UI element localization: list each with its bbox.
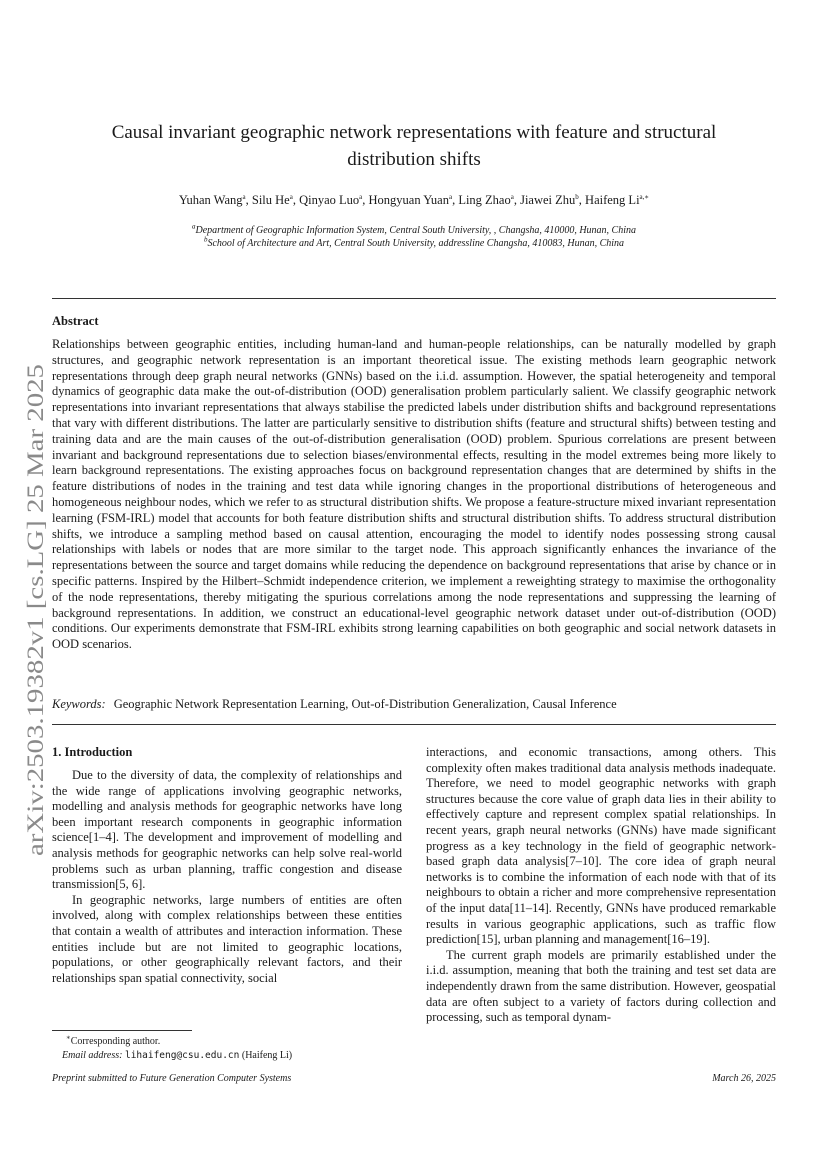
intro-paragraph-2-continued: interactions, and economic transactions, among others. This complexity often makes traditional data analysis methods inadequate. Therefore, we need to model geographic networks with graph structures because the core value of graph data lies in their ability to effectively capture and represent complex spatial relationships. In recent years, graph neural networks (GNNs) have made significant progress as a key technology in the field of geographic network-based graph data analysis[7–10]. The core idea of graph neural networks is to combine the information of each node with that of its neighbours to obtain a richer and more comprehensive representation of the input data[11–14]. Recently, GNNs have produced remarkable results in various geographic applications, such as traffic flow prediction[15], urban planning and management[16–19]. xyxy=(426,745,776,947)
keywords-line xyxy=(52,697,776,712)
author xyxy=(520,193,585,207)
affiliation-list xyxy=(60,224,768,250)
author-separator: , xyxy=(362,193,369,207)
author-separator: , xyxy=(245,193,252,207)
author-affiliation-mark: a xyxy=(359,192,363,201)
author-affiliation-mark: a xyxy=(242,192,246,201)
author-name: Haifeng Li xyxy=(585,193,640,207)
author-separator: , xyxy=(513,193,521,207)
author-name: Hongyuan Yuan xyxy=(368,193,449,207)
author xyxy=(252,193,299,207)
keywords-text: Geographic Network Representation Learning, Out-of-Distribution Generalization, Causal Inference xyxy=(113,697,617,711)
intro-paragraph-3: The current graph models are primarily established under the i.i.d. assumption, meaning that both the training and test set data are independently drawn from the same distribution. However, geospatial data are often subject to a variety of factors during collection and processing, such as temporal dynam- xyxy=(426,947,776,1025)
author-affiliation-mark: a xyxy=(448,192,453,201)
author-affiliation-mark: b xyxy=(575,192,579,201)
footer-date: March 26, 2025 xyxy=(712,1073,776,1084)
affiliation-text: Department of Geographic Information System, Central South University, , Changsha, 410000, Hunan, China xyxy=(195,225,637,236)
author-list xyxy=(60,193,768,208)
left-column xyxy=(52,768,402,986)
author-affiliation-mark: a xyxy=(510,192,514,201)
author-name: Ling Zhao xyxy=(458,193,511,207)
author xyxy=(369,193,459,207)
footnote-mark: ∗ xyxy=(66,1033,71,1042)
author-affiliation-mark: a,∗ xyxy=(639,192,650,201)
author xyxy=(299,193,368,207)
author xyxy=(179,193,252,207)
abstract-heading: Abstract xyxy=(52,314,99,328)
intro-paragraph-2: In geographic networks, large numbers of entities are often involved, along with complex relationships between these entities that contain a wealth of attributes and interaction information. These entities include but are not limited to geographic locations, populations, or other geographically relevant factors, and their relationships span spatial connectivity, social xyxy=(52,892,402,985)
paper-title xyxy=(60,119,768,173)
author-separator: , xyxy=(292,193,300,207)
keywords-label: Keywords: xyxy=(52,697,106,711)
footer-journal: Preprint submitted to Future Generation Computer Systems xyxy=(52,1073,292,1084)
abstract-body: Relationships between geographic entities, including human-land and human-people relationships, can be naturally modelled by graph structures, and geographic network representation is an important theoretical issue. The existing methods learn geographic network representations through deep graph neural networks (GNNs) based on the i.i.d. assumption. However, the spatial heterogeneity and temporal dynamics of geographic data make the out-of-distribution (OOD) generalisation problem particularly salient. We classify geographic network representations into invariant representations that always stabilise the predicted labels under distribution shifts and background representations that vary with different distributions. The latter are particularly sensitive to distribution shifts (feature and structural shifts) between testing and training data and are the main causes of the out-of-distribution generalisation (OOD) problem. Spurious correlations are present between invariant and background representations due to selection biases/environmental effects, resulting in the model extremes being more likely to learn background representations. The existing approaches focus on background representation changes that are determined by shifts in the feature distributions of nodes in the training and test data while ignoring changes in the proportional distributions of heterogeneous and homogeneous neighbour nodes, which we refer to as structural distribution shifts. We propose a feature-structure mixed invariant representation learning (FSM-IRL) model that accounts for both feature distribution shifts and structural distribution shifts. To address structural distribution shifts, we introduce a sampling method based on causal attention, encouraging the model to identify nodes possessing strong causal relationships with labels or nodes that are more similar to the target node. This approach significantly enhances the invariance of the representations between the source and target domains while reducing the dependence on background representations that arise by chance or in specific patterns. Inspired by the Hilbert–Schmidt independence criterion, we implement a reweighting strategy to maximise the orthogonality of the node representations, thereby mitigating the spurious correlations among the node representations and suppressing the learning of background representations. In addition, we construct an educational-level geographic network dataset under out-of-distribution (OOD) conditions. Our experiments demonstrate that FSM-IRL exhibits strong learning capabilities on both geographic and social network datasets in OOD scenarios. xyxy=(52,337,776,652)
email-note xyxy=(52,1049,292,1063)
header-divider xyxy=(52,298,776,299)
corresponding-author-note xyxy=(52,1035,292,1049)
email-owner: (Haifeng Li) xyxy=(241,1050,293,1061)
author-separator: , xyxy=(578,193,586,207)
author-name: Silu He xyxy=(251,193,290,207)
affiliation-mark: b xyxy=(203,235,208,244)
introduction-heading: 1. Introduction xyxy=(52,745,133,759)
paper-title-line-2: distribution shifts xyxy=(347,149,481,170)
author-name: Yuhan Wang xyxy=(178,193,243,207)
corresponding-author-text: Corresponding author. xyxy=(70,1036,161,1047)
author xyxy=(585,193,649,207)
right-column xyxy=(426,745,776,1026)
arxiv-stamp-text: arXiv:2503.19382v1 [cs.LG] 25 Mar 2025 xyxy=(23,455,49,856)
author-name: Qinyao Luo xyxy=(299,193,360,207)
arxiv-side-stamp xyxy=(16,360,52,860)
intro-paragraph-1: Due to the diversity of data, the complexity of relationships and the wide range of applications involving geographic networks, modelling and analysis methods for geographic networks have long been important research components in geographic information science[1–4]. The development and improvement of modelling and analysis methods for geographic networks can help solve real-world problems such as urban planning, traffic congestion and disease transmission[5, 6]. xyxy=(52,768,402,892)
abstract-divider xyxy=(52,724,776,725)
footnote-rule xyxy=(52,1030,192,1031)
email-address[interactable]: lihaifeng@csu.edu.cn xyxy=(124,1050,240,1061)
paper-title-line-1: Causal invariant geographic network representations with feature and structural xyxy=(111,122,717,143)
affiliation-text: School of Architecture and Art, Central South University, addressline Changsha, 410083, Hunan, China xyxy=(207,238,625,249)
affiliation xyxy=(60,224,768,237)
footnote xyxy=(52,1035,292,1063)
author xyxy=(458,193,520,207)
affiliation xyxy=(60,237,768,250)
author-affiliation-mark: a xyxy=(289,192,293,201)
email-label: Email address: xyxy=(62,1050,123,1061)
affiliation-mark: a xyxy=(191,222,196,231)
author-separator: , xyxy=(452,193,459,207)
author-name: Jiawei Zhu xyxy=(520,193,576,207)
